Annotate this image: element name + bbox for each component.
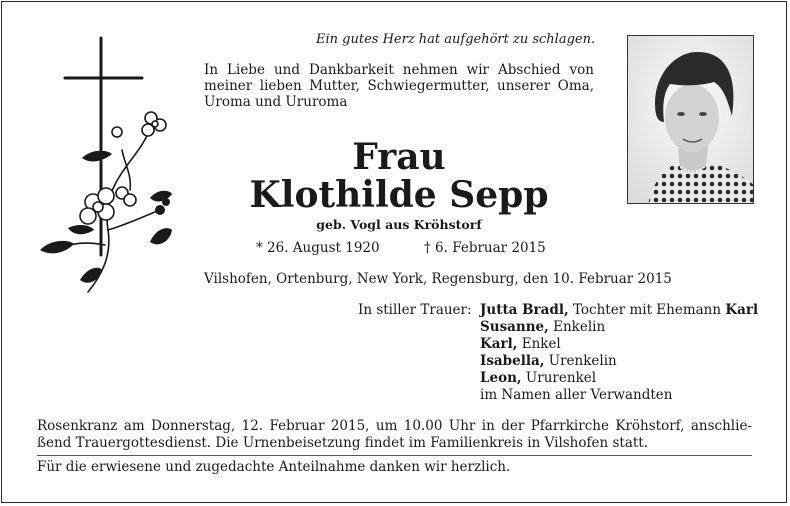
thanks-text: Für die erwiesene und zugedachte Anteilnahme danken wir herzlich.	[37, 459, 511, 475]
mourner-row	[480, 336, 758, 353]
birth-name: geb. Vogl aus Kröhstorf	[316, 217, 482, 232]
motto: Ein gutes Herz hat aufgehört zu schlagen.	[316, 32, 596, 47]
mourner-row	[480, 353, 758, 370]
mourner-relation: Enkelin	[548, 319, 606, 335]
mourner-row	[480, 387, 758, 404]
mourner-name: Jutta Bradl,	[480, 302, 569, 318]
title: Frau	[352, 136, 446, 178]
mourner-name: Leon,	[480, 370, 522, 386]
birth-date: * 26. August 1920	[256, 240, 380, 256]
mourning-label: In stiller Trauer:	[358, 302, 472, 318]
death-date: † 6. Februar 2015	[424, 240, 546, 256]
deceased-name: Klothilde Sepp	[249, 174, 549, 216]
mourner-name: Isabella,	[480, 353, 545, 369]
portrait-photo	[627, 35, 754, 204]
mourner-relation: im Namen aller Verwandten	[480, 387, 673, 403]
mourner-row	[480, 302, 758, 319]
service-info: Rosenkranz am Donnerstag, 12. Februar 2015, um 10.00 Uhr in der Pfarrkirche Kröhstorf, anschlie-ßend Trauergottesdienst. Die Urnenbeisetzung findet im Familienkreis in Vilshofen statt.	[37, 418, 752, 451]
divider	[37, 455, 752, 456]
cross-with-flowers-icon	[30, 30, 180, 300]
place-date: Vilshofen, Ortenburg, New York, Regensburg, den 10. Februar 2015	[204, 271, 672, 287]
mourner-row	[480, 370, 758, 387]
mourner-name: Karl,	[480, 336, 518, 352]
mourner-relation: Ururenkel	[521, 370, 597, 386]
mourner-row	[480, 319, 758, 336]
mourner-relation: Enkel	[517, 336, 561, 352]
mourner-relation: Tochter mit Ehemann	[568, 302, 726, 318]
mourner-name: Susanne,	[480, 319, 549, 335]
mourners-list	[480, 302, 758, 404]
intro-text: In Liebe und Dankbarkeit nehmen wir Abschied von meiner lieben Mutter, Schwiegermutter, unserer Oma, Uroma und Ururoma	[204, 62, 594, 110]
mourner-extra: Karl	[725, 302, 759, 318]
mourner-relation: Urenkelin	[544, 353, 617, 369]
